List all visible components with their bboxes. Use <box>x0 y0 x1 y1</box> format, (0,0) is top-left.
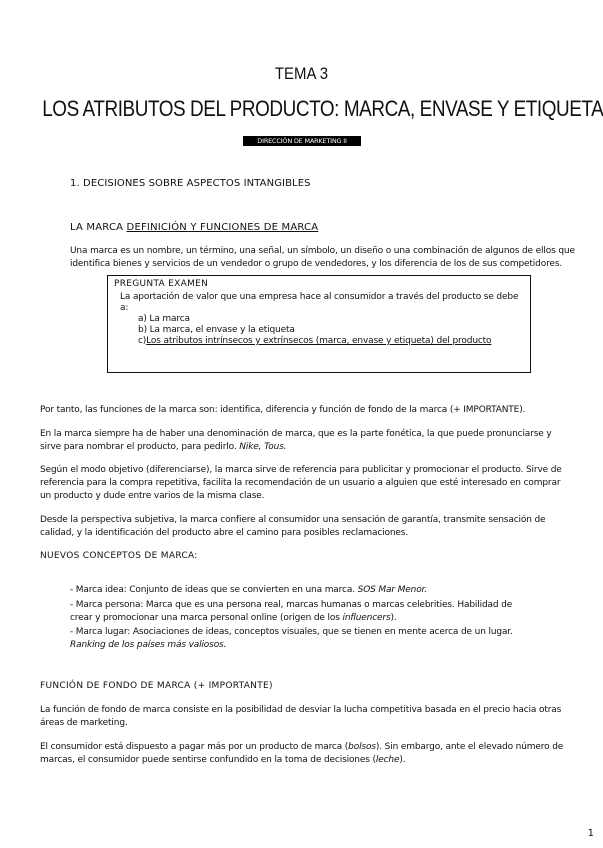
fondo-p1-line-2: áreas de marketing. <box>40 718 128 728</box>
heading-prefix: LA MARCA <box>70 222 127 233</box>
fondo-p2-example-leche: leche <box>375 755 400 765</box>
chapter-number: TEMA 3 <box>274 64 329 83</box>
fondo-p2-text-c: marcas, el consumidor puede sentirse confundido en la toma de decisiones ( <box>40 755 376 765</box>
marca-lugar-line-1: - Marca lugar: Asociaciones de ideas, conceptos visuales, que se tienen en mente acerca de un lugar. <box>70 627 513 637</box>
fondo-p2-line-1 <box>40 741 563 754</box>
funcion-fondo-heading: FUNCIÓN DE FONDO DE MARCA (+ IMPORTANTE) <box>40 681 273 691</box>
denominacion-examples: Nike, Tous. <box>239 442 287 452</box>
course-badge: DIRECCIÓN DE MARKETING II <box>243 136 361 146</box>
exam-option-c-prefix: c) <box>138 336 147 346</box>
marca-idea-example: SOS Mar Menor. <box>357 585 427 595</box>
fondo-p2-text-d: ). <box>399 755 406 765</box>
paragraph-subjetiva-line-1: Desde la perspectiva subjetiva, la marca confiere al consumidor una sensación de garantía, transmite sensación de <box>40 515 546 525</box>
paragraph-objetivo-line-3: un producto y dude entre varios de la misma clase. <box>40 491 265 501</box>
marca-persona-example: influencers <box>342 613 391 623</box>
fondo-p2-line-2 <box>40 754 405 767</box>
marca-lugar-line-2 <box>70 639 226 652</box>
nuevos-conceptos-heading: NUEVOS CONCEPTOS DE MARCA: <box>40 551 198 561</box>
marca-persona-line-2 <box>70 612 397 625</box>
page-number: 1 <box>587 828 594 839</box>
fondo-p1-line-1: La función de fondo de marca consiste en la posibilidad de desviar la lucha competitiva basada en el precio hacia otras <box>40 705 562 715</box>
exam-question-line-1: La aportación de valor que una empresa hace al consumidor a través del producto se debe <box>120 292 519 302</box>
subsection-heading-marca <box>70 222 318 233</box>
heading-underlined: DEFINICIÓN Y FUNCIONES DE MARCA <box>126 222 319 233</box>
fondo-p2-text-b: ). Sin embargo, ante el elevado número de <box>375 742 564 752</box>
marca-persona-text: crear y promocionar una marca personal online (origen de los <box>70 613 343 623</box>
paragraph-objetivo-line-1: Según el modo objetivo (diferenciarse), la marca sirve de referencia para publicitar y promocionar el producto. Sirve de <box>40 465 562 475</box>
exam-option-a: a) La marca <box>138 314 190 324</box>
fondo-p2-text-a: El consumidor está dispuesto a pagar más por un producto de marca ( <box>40 742 349 752</box>
denominacion-text: sirve para nombrar el producto, para pedirlo. <box>40 442 240 452</box>
marca-idea-item <box>70 584 427 597</box>
paragraph-subjetiva-line-2: calidad, y la identificación del producto abre el camino para posibles reclamaciones. <box>40 528 409 538</box>
exam-question-box <box>107 275 531 373</box>
fondo-p2-example-bolsos: bolsos <box>348 742 376 752</box>
exam-option-c-text: Los atributos intrínsecos y extrínsecos (marca, envase y etiqueta) del producto <box>146 336 492 346</box>
paragraph-objetivo-line-2: referencia para la compra repetitiva, facilita la recomendación de un usuario a alguien que esté interesado en comprar <box>40 478 561 488</box>
paragraph-denominacion-line-2 <box>40 441 286 454</box>
exam-box-title: PREGUNTA EXAMEN <box>114 279 209 289</box>
exam-option-c <box>138 336 491 347</box>
exam-question-line-2: a: <box>120 303 129 313</box>
page-title: LOS ATRIBUTOS DEL PRODUCTO: MARCA, ENVASE Y ETIQUETA <box>42 96 603 121</box>
marca-idea-text: - Marca idea: Conjunto de ideas que se convierten en una marca. <box>70 585 358 595</box>
exam-option-b: b) La marca, el envase y la etiqueta <box>138 325 295 335</box>
definition-line-1: Una marca es un nombre, un término, una señal, un símbolo, un diseño o una combinación de algunos de ellos que <box>70 246 575 256</box>
marca-persona-line-1: - Marca persona: Marca que es una persona real, marcas humanas o marcas celebrities. Habilidad de <box>70 600 513 610</box>
marca-persona-end: ). <box>390 613 397 623</box>
marca-lugar-example: Ranking de los países más valiosos. <box>70 640 227 650</box>
definition-line-2: identifica bienes y servicios de un vendedor o grupo de vendedores, y los diferencia de los de sus competidores. <box>70 259 563 269</box>
paragraph-funciones: Por tanto, las funciones de la marca son: identifica, diferencia y función de fondo de la marca (+ IMPORTANTE). <box>40 405 526 415</box>
paragraph-denominacion-line-1: En la marca siempre ha de haber una denominación de marca, que es la parte fonética, la que puede pronunciarse y <box>40 429 552 439</box>
section-heading: 1. DECISIONES SOBRE ASPECTOS INTANGIBLES <box>70 178 311 189</box>
